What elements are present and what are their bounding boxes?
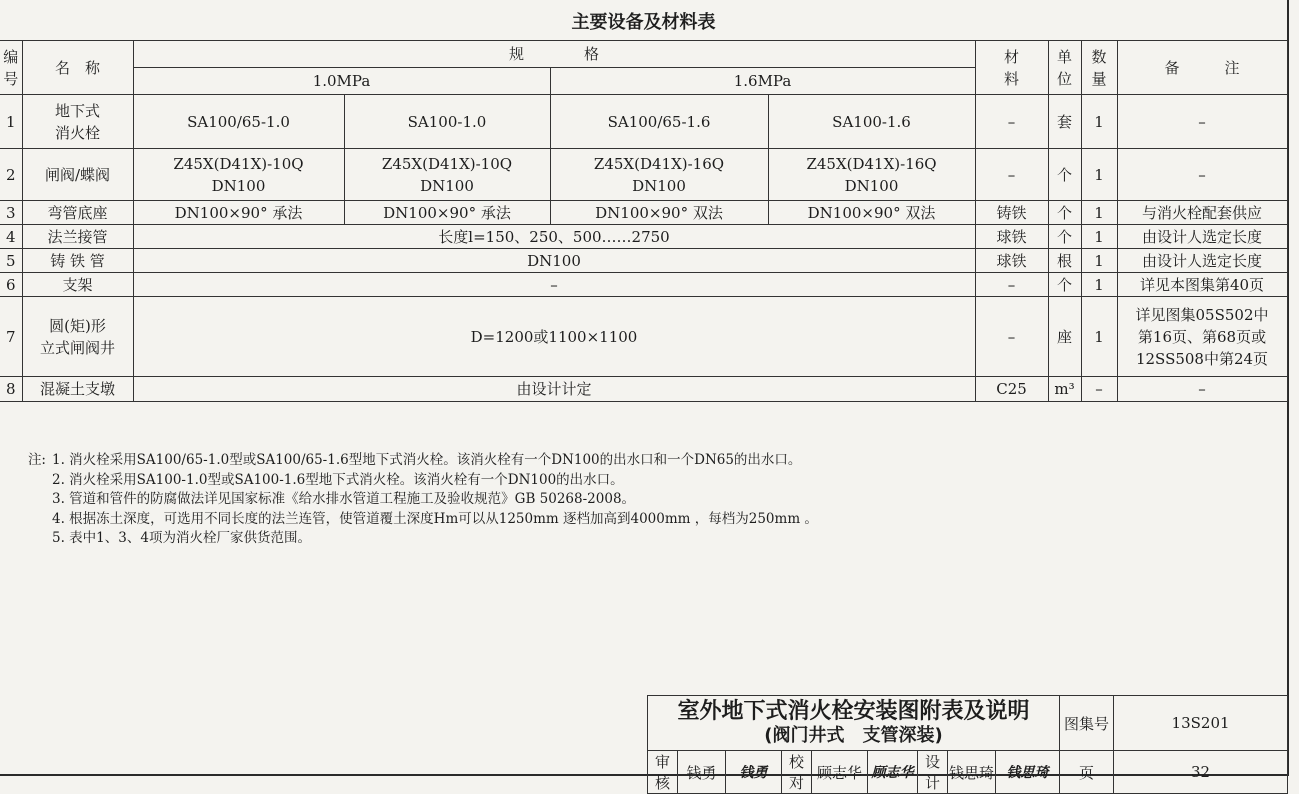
cell-qty: 1 — [1081, 149, 1117, 201]
cell-spec: SA100/65-1.6 — [550, 95, 768, 149]
cell-no: 4 — [0, 225, 22, 249]
design-name: 钱思琦 — [948, 751, 996, 794]
table-row — [0, 149, 1287, 201]
cell-material: – — [975, 273, 1048, 297]
cell-spec: Z45X(D41X)-10Q DN100 — [133, 149, 344, 201]
cell-name: 闸阀/蝶阀 — [22, 149, 133, 201]
cell-spec: DN100×90° 承法 — [344, 201, 550, 225]
atlas-no-label: 图集号 — [1060, 696, 1114, 751]
cell-spec: 由设计计定 — [133, 377, 975, 402]
cell-unit: 个 — [1048, 273, 1081, 297]
review-name: 钱勇 — [678, 751, 726, 794]
note-item: 2. 消火栓采用SA100-1.0型或SA100-1.6型地下式消火栓。该消火栓有一个DN100的出水口。 — [52, 471, 624, 488]
cell-name: 地下式 消火栓 — [22, 95, 133, 149]
page-label: 页 — [1060, 751, 1114, 794]
cell-name: 支架 — [22, 273, 133, 297]
header-no: 编 号 — [0, 41, 22, 95]
cell-name: 铸 铁 管 — [22, 249, 133, 273]
notes-label: 注: — [27, 452, 46, 468]
check-name: 顾志华 — [812, 751, 868, 794]
cell-spec: – — [133, 273, 975, 297]
design-signature: 钱思琦 — [996, 751, 1060, 794]
check-signature: 顾志华 — [868, 751, 918, 794]
cell-no: 8 — [0, 377, 22, 402]
cell-unit: 个 — [1048, 201, 1081, 225]
cell-material: 球铁 — [975, 225, 1048, 249]
table-header-row — [0, 41, 1287, 68]
header-qty: 数 量 — [1081, 41, 1117, 95]
cell-remark: – — [1117, 377, 1287, 402]
header-spec: 规 格 — [133, 41, 975, 68]
header-material: 材 料 — [975, 41, 1048, 95]
review-label: 审核 — [648, 751, 678, 794]
cell-name: 混凝土支墩 — [22, 377, 133, 402]
header-name: 名 称 — [22, 41, 133, 95]
header-spec-1mpa: 1.0MPa — [133, 68, 550, 95]
cell-no: 3 — [0, 201, 22, 225]
cell-no: 5 — [0, 249, 22, 273]
cell-unit: 个 — [1048, 149, 1081, 201]
cell-spec: SA100-1.6 — [768, 95, 975, 149]
cell-spec: SA100-1.0 — [344, 95, 550, 149]
notes-section — [10, 451, 818, 549]
table-title: 主要设备及材料表 — [571, 12, 716, 33]
cell-qty: 1 — [1081, 201, 1117, 225]
cell-material: 球铁 — [975, 249, 1048, 273]
cell-spec: D=1200或1100×1100 — [133, 297, 975, 377]
table-row — [0, 95, 1287, 149]
header-unit: 单 位 — [1048, 41, 1081, 95]
cell-material: – — [975, 149, 1048, 201]
cell-remark: 与消火栓配套供应 — [1117, 201, 1287, 225]
cell-remark: 详见本图集第40页 — [1117, 273, 1287, 297]
drawing-title: 室外地下式消火栓安装图附表及说明 (阀门井式 支管深装) — [648, 696, 1060, 751]
cell-material: – — [975, 95, 1048, 149]
cell-remark: 详见图集05S502中 第16页、第68页或 12SS508中第24页 — [1117, 297, 1287, 377]
equipment-material-table — [0, 40, 1288, 402]
cell-remark: 由设计人选定长度 — [1117, 225, 1287, 249]
cell-no: 6 — [0, 273, 22, 297]
atlas-no: 13S201 — [1114, 696, 1288, 751]
header-remark: 备 注 — [1117, 41, 1287, 95]
note-item: 3. 管道和管件的防腐做法详见国家标准《给水排水管道工程施工及验收规范》GB 50268-2008。 — [52, 491, 636, 507]
cell-unit: m³ — [1048, 377, 1081, 402]
cell-no: 2 — [0, 149, 22, 201]
table-row — [0, 297, 1287, 377]
cell-name: 圆(矩)形 立式闸阀井 — [22, 297, 133, 377]
table-row — [0, 273, 1287, 297]
cell-remark: 由设计人选定长度 — [1117, 249, 1287, 273]
cell-unit: 个 — [1048, 225, 1081, 249]
cell-spec: DN100×90° 双法 — [768, 201, 975, 225]
page-no: 32 — [1114, 751, 1288, 794]
cell-material: 铸铁 — [975, 201, 1048, 225]
table-row — [0, 249, 1287, 273]
cell-spec: Z45X(D41X)-16Q DN100 — [768, 149, 975, 201]
cell-name: 弯管底座 — [22, 201, 133, 225]
cell-unit: 套 — [1048, 95, 1081, 149]
cell-no: 1 — [0, 95, 22, 149]
table-row — [0, 201, 1287, 225]
cell-remark: – — [1117, 95, 1287, 149]
note-item: 5. 表中1、3、4项为消火栓厂家供货范围。 — [52, 530, 311, 546]
cell-no: 7 — [0, 297, 22, 377]
cell-qty: 1 — [1081, 297, 1117, 377]
cell-spec: DN100×90° 承法 — [133, 201, 344, 225]
cell-material: C25 — [975, 377, 1048, 402]
cell-qty: 1 — [1081, 225, 1117, 249]
cell-qty: 1 — [1081, 95, 1117, 149]
table-row — [0, 225, 1287, 249]
cell-spec: 长度l=150、250、500……2750 — [133, 225, 975, 249]
cell-unit: 座 — [1048, 297, 1081, 377]
cell-unit: 根 — [1048, 249, 1081, 273]
check-label: 校对 — [782, 751, 812, 794]
title-block — [647, 695, 1288, 794]
cell-qty: 1 — [1081, 249, 1117, 273]
cell-spec: DN100×90° 双法 — [550, 201, 768, 225]
cell-name: 法兰接管 — [22, 225, 133, 249]
cell-spec: SA100/65-1.0 — [133, 95, 344, 149]
cell-spec: DN100 — [133, 249, 975, 273]
note-item: 4. 根据冻土深度，可选用不同长度的法兰连管，使管道覆土深度Hm可以从1250mm 逐档加高到4000mm ，每档为250mm 。 — [52, 510, 818, 527]
cell-material: – — [975, 297, 1048, 377]
cell-remark: – — [1117, 149, 1287, 201]
cell-qty: 1 — [1081, 273, 1117, 297]
cell-spec: Z45X(D41X)-10Q DN100 — [344, 149, 550, 201]
table-row — [0, 377, 1287, 402]
cell-qty: – — [1081, 377, 1117, 402]
header-spec-1-6mpa: 1.6MPa — [550, 68, 975, 95]
review-signature: 钱勇 — [726, 751, 782, 794]
cell-spec: Z45X(D41X)-16Q DN100 — [550, 149, 768, 201]
note-item: 注: 1. 消火栓采用SA100/65-1.0型或SA100/65-1.6型地下式消火栓。该消火栓有一个DN100的出水口和一个DN65的出水口。 — [10, 451, 818, 471]
design-label: 设计 — [918, 751, 948, 794]
